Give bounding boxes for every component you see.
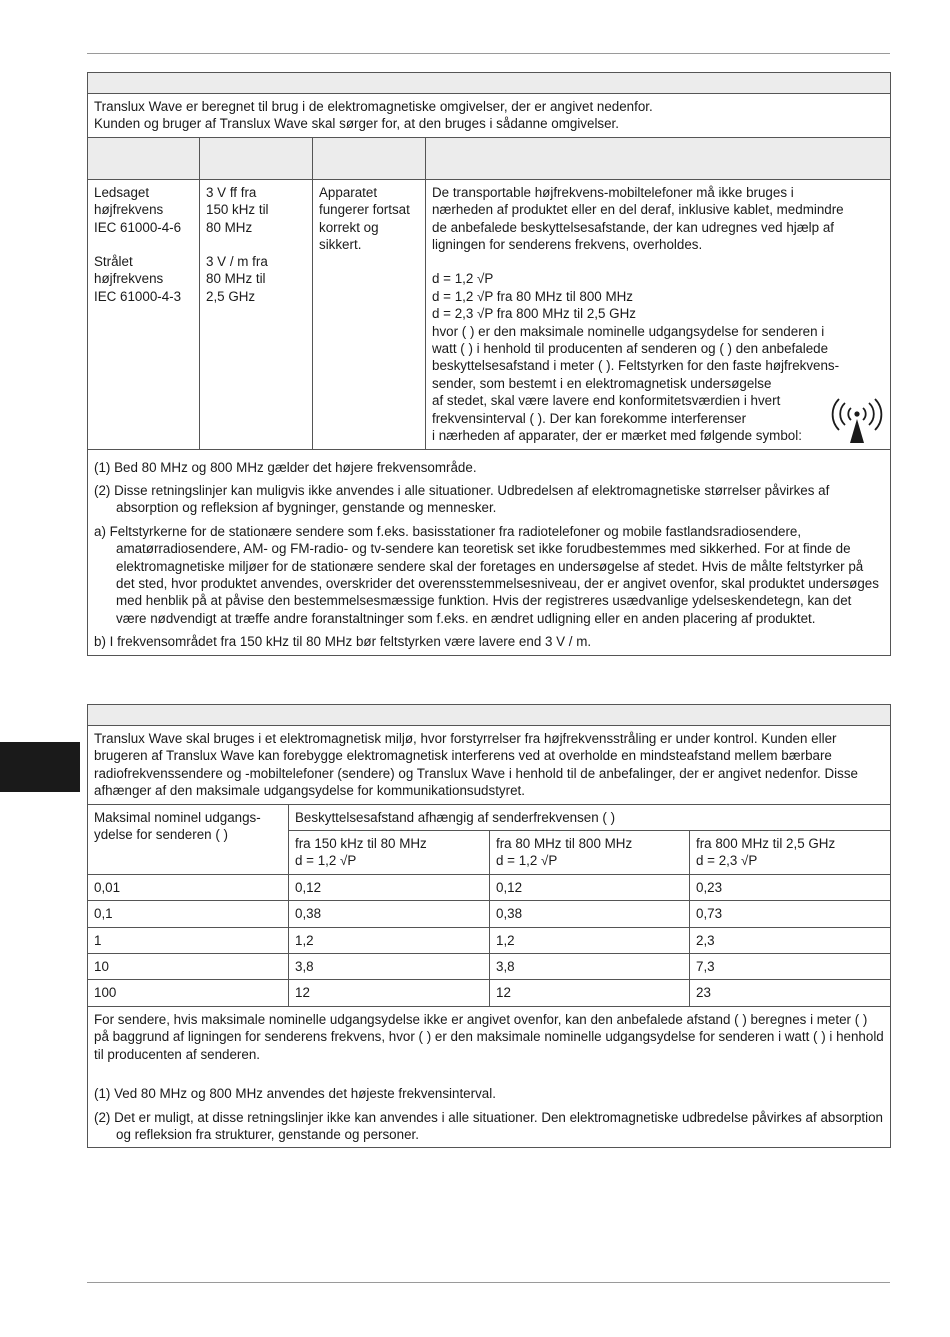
power-cell: 0,01 xyxy=(88,874,289,900)
test-level-cell xyxy=(200,179,313,449)
freq-formula: d = 1,2 √P xyxy=(295,853,357,869)
power-cell: 0,1 xyxy=(88,901,289,927)
cell-line: beskyttelsesafstand i meter ( ). Feltstyrken for den faste højfrekvens- xyxy=(432,358,840,374)
distance-cell: 2,3 xyxy=(690,927,891,953)
separation-distance-table xyxy=(87,704,891,1148)
note: (2) Det er muligt, at disse retningslinjer ikke kan anvendes i alle situationer. Den elektromagnetiske udbredelse påvirkes af absorption og refleksion fra strukturer, genstande og personer. xyxy=(94,1109,883,1142)
distance-cell: 0,12 xyxy=(289,874,490,900)
freq-formula: d = 1,2 √P xyxy=(496,853,558,869)
cell-line: watt ( ) i henhold til producenten af senderen og ( ) den anbefalede xyxy=(432,341,829,357)
cell-line: korrekt og xyxy=(319,219,379,235)
distance-cell: 0,38 xyxy=(289,901,490,927)
cell-line: Strålet xyxy=(94,254,133,270)
note: (1) Ved 80 MHz og 800 MHz anvendes det højeste frekvensinterval. xyxy=(94,1086,496,1102)
table-row xyxy=(88,901,891,927)
footer-text: For sendere, hvis maksimale nominelle udgangsydelse ikke er angivet ovenfor, kan den anbefalede afstand ( ) beregnes i meter ( ) på baggrund af ligningen for senderens frekvens, hvor ( ) er den maksimale nominelle udgangsydelse for senderen i watt ( ) i henhold til producenten af senderen. xyxy=(94,1011,884,1062)
freq-range: fra 80 MHz til 800 MHz xyxy=(496,836,633,852)
table-row xyxy=(88,874,891,900)
spacer xyxy=(94,236,193,253)
table-row xyxy=(88,927,891,953)
col-header-1 xyxy=(88,137,200,179)
cell-line: sikkert. xyxy=(319,237,362,253)
cell-line: 3 V ff fra xyxy=(206,184,257,200)
cell-line: af stedet, skal være lavere end konformitetsværdien i hvert xyxy=(432,393,781,409)
cell-line: IEC 61000-4-3 xyxy=(94,288,182,304)
cell-line: De transportable højfrekvens-mobiltelefoner må ikke bruges i xyxy=(432,184,794,200)
freq-header xyxy=(690,831,891,875)
language-tab-marker xyxy=(0,742,80,792)
intro-line: Kunden og bruger af Translux Wave skal sørger for, at den bruges i sådanne omgivelser. xyxy=(94,116,619,132)
top-rule xyxy=(87,53,890,54)
table2-footer xyxy=(88,1006,891,1147)
non-ionizing-radiation-icon xyxy=(830,397,884,445)
intro-line: Translux Wave er beregnet til brug i de elektromagnetiske omgivelser, der er angivet nedenfor. xyxy=(94,99,653,114)
note: b) I frekvensområdet fra 150 kHz til 80 MHz bør feltstyrken være lavere end 3 V / m. xyxy=(94,634,592,650)
cell-line: i nærheden af apparater, der er mærket med følgende symbol: xyxy=(432,428,802,444)
freq-header xyxy=(289,831,490,875)
table1-intro xyxy=(88,94,891,138)
distance-cell: 3,8 xyxy=(490,954,690,980)
table1-notes xyxy=(88,449,891,655)
cell-line: 80 MHz til xyxy=(206,271,266,287)
cell-line: fungerer fortsat xyxy=(319,202,410,218)
cell-line: 2,5 GHz xyxy=(206,288,256,304)
cell-line: sender, som bestemt i en elektromagnetisk undersøgelse xyxy=(432,375,772,391)
freq-header xyxy=(490,831,690,875)
cell-line: 80 MHz xyxy=(206,219,253,235)
col-header-4 xyxy=(426,137,891,179)
distance-cell: 7,3 xyxy=(690,954,891,980)
cell-line: højfrekvens xyxy=(94,271,164,287)
distance-cell: 12 xyxy=(490,980,690,1006)
bottom-rule xyxy=(87,1282,890,1283)
cell-line: 3 V / m fra xyxy=(206,254,268,270)
freq-formula: d = 2,3 √P xyxy=(696,853,758,869)
table1-title-bar xyxy=(88,73,891,94)
formula-line: d = 1,2 √P xyxy=(432,271,494,287)
col-header-2 xyxy=(200,137,313,179)
compliance-cell xyxy=(313,179,426,449)
col-header-3 xyxy=(313,137,426,179)
cell-line: 150 kHz til xyxy=(206,202,269,218)
guidance-cell xyxy=(426,179,891,449)
table-row xyxy=(88,954,891,980)
distance-cell: 0,73 xyxy=(690,901,891,927)
freq-range: fra 150 kHz til 80 MHz xyxy=(295,836,427,852)
distance-cell: 23 xyxy=(690,980,891,1006)
spacer xyxy=(432,253,884,270)
distance-span-header: Beskyttelsesafstand afhængig af senderfrekvensen ( ) xyxy=(289,804,891,830)
cell-line: hvor ( ) er den maksimale nominelle udgangsydelse for senderen i xyxy=(432,323,825,339)
cell-line: ligningen for senderens frekvens, overholdes. xyxy=(432,237,703,253)
power-cell: 10 xyxy=(88,954,289,980)
power-column-header: Maksimal nominel udgangs-ydelse for senderen ( ) xyxy=(88,804,289,874)
cell-line: højfrekvens xyxy=(94,202,164,218)
distance-cell: 0,38 xyxy=(490,901,690,927)
table2-title-bar xyxy=(88,705,891,726)
distance-cell: 0,12 xyxy=(490,874,690,900)
spacer xyxy=(206,236,306,253)
table2-intro: Translux Wave skal bruges i et elektromagnetisk miljø, hvor forstyrrelser fra højfrekvensstråling er under kontrol. Kunden eller brugeren af Translux Wave kan forebygge elektromagnetisk interferens ved at overholde en mindsteafstand mellem bærbare radiofrekvenssendere og -mobiltelefoner (sendere) og Translux Wave i henhold til de anbefalinger, der er angivet nedenfor. Disse afhænger af den maksimale udgangsydelse for kommunikationsudstyret. xyxy=(88,726,891,805)
cell-line: frekvensinterval ( ). Der kan forekomme interferenser xyxy=(432,410,747,426)
formula-line: d = 2,3 √P fra 800 MHz til 2,5 GHz xyxy=(432,306,636,322)
freq-range: fra 800 MHz til 2,5 GHz xyxy=(696,836,836,852)
table-row xyxy=(88,980,891,1006)
distance-cell: 3,8 xyxy=(289,954,490,980)
power-cell: 100 xyxy=(88,980,289,1006)
distance-cell: 1,2 xyxy=(289,927,490,953)
power-cell: 1 xyxy=(88,927,289,953)
distance-cell: 1,2 xyxy=(490,927,690,953)
distance-cell: 0,23 xyxy=(690,874,891,900)
note: (1) Bed 80 MHz og 800 MHz gælder det højere frekvensområde. xyxy=(94,459,477,475)
cell-line: de anbefalede beskyttelsesafstande, der kan udregnes ved hjælp af xyxy=(432,219,834,235)
test-type-cell xyxy=(88,179,200,449)
cell-line: IEC 61000-4-6 xyxy=(94,219,182,235)
note: a) Feltstyrkerne for de stationære sendere som f.eks. basisstationer fra radiotelefoner og mobile fastlandsradiosendere, amatørradiosendere, AM- og FM-radio- og tv-sendere kan teoretisk set ikke forudbestemmes med sikkerhed. For at finde de elektromagnetiske miljøer for de stationære sendere skal der foretages en undersøgelse af stedet. Hvis de målte feltstyrker på det sted, hvor produktet anvendes, overskrider det overensstemmelsesniveau, der er angivet ovenfor, skal produktet undersøges med henblik på at påvise den bestemmelsesmæssige funktion. Hvis der registreres usædvanlige ydelseskendetegn, kan det være nødvendigt at træffe andre foranstaltninger som f.eks. en ændret udligning eller en anden placering af produktet. xyxy=(94,523,879,626)
distance-cell: 12 xyxy=(289,980,490,1006)
cell-line: Apparatet xyxy=(319,184,378,200)
immunity-table xyxy=(87,72,891,656)
cell-line: nærheden af produktet eller en del deraf, inklusive kablet, medmindre xyxy=(432,202,844,218)
formula-line: d = 1,2 √P fra 80 MHz til 800 MHz xyxy=(432,288,633,304)
cell-line: Ledsaget xyxy=(94,184,150,200)
note: (2) Disse retningslinjer kan muligvis ikke anvendes i alle situationer. Udbredelsen af elektromagnetiske størrelser påvirkes af absorption og refleksion af bygninger, genstande og mennesker. xyxy=(94,482,830,516)
